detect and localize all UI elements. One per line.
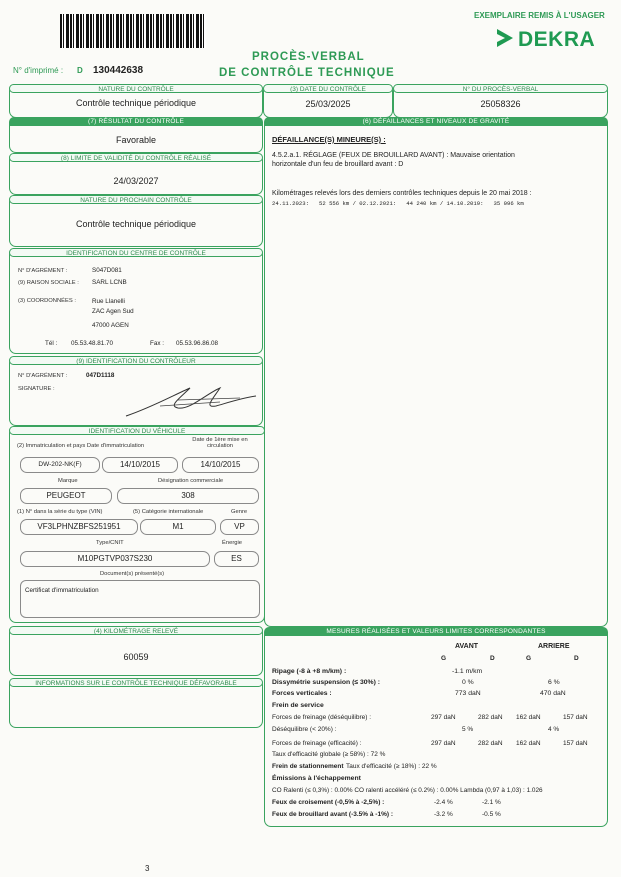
title-line2: DE CONTRÔLE TECHNIQUE [219,67,395,79]
ffd-av-d: 282 daN [478,714,503,721]
centre-raison-value: SARL LCNB [92,279,127,286]
ripage-value: -1.1 m/km [452,668,483,675]
forces-vert-av: 773 daN [455,690,481,697]
validity-value: 24/03/2027 [113,176,159,186]
pv-value: 25058326 [480,99,521,109]
brouillard-d: -0.5 % [482,811,501,818]
docs-label: Document(s) présenté(s) [100,571,165,577]
ripage-label: Ripage (-8 à +8 m/km) : [272,668,347,675]
km-history-intro: Kilométrages relevés lors des derniers contrôles techniques depuis le 20 mai 2018 : [272,190,532,197]
taux-efficacite: Taux d'efficacité globale (≥ 58%) : 72 % [272,751,386,758]
barcode [60,14,206,48]
centre-tel-label: Tél : [45,340,58,347]
immat-label: (2) Immatriculation et pays Date d'immatriculation [17,443,145,449]
centre-addr3: 47000 AGEN [92,322,129,329]
vehicle-label: IDENTIFICATION DU VÉHICULE [9,426,265,435]
centre-agrement-label: N° D'AGRÉMENT : [18,268,68,274]
genre-label: Genre [231,509,248,515]
defaults-label: (6) DÉFAILLANCES ET NIVEAUX DE GRAVITÉ [264,117,608,126]
stationnement-label: Frein de stationnement [272,763,344,770]
croisement-label: Feux de croisement (-0,5% à -2,5%) : [272,799,385,806]
immat-date: 14/10/2015 [102,457,178,473]
date-value: 25/03/2025 [305,99,351,109]
ffd-ar-d: 157 daN [563,714,588,721]
cat-label: (5) Catégorie internationale [133,509,204,515]
docs-box [20,580,260,618]
controleur-signature-label: SIGNATURE : [18,386,55,392]
stationnement-value: Taux d'efficacité (≥ 18%) : 22 % [346,763,437,770]
ffe-ar-g: 162 daN [516,740,541,747]
nature-value: Contrôle technique périodique [75,98,197,108]
minor-title: DÉFAILLANCE(S) MINEURE(S) : [272,135,386,144]
docs-value: Certificat d'immatriculation [25,587,99,594]
avant-d: D [490,655,495,662]
arriere-heading: ARRIERE [538,643,570,650]
minor-line2: horizontale d'un feu de brouillard avant : D [272,161,404,168]
brouillard-g: -3.2 % [434,811,453,818]
cat-value: M1 [140,519,216,535]
centre-addr2: ZAC Agen Sud [92,308,134,315]
centre-raison-label: (9) RAISON SOCIALE : [18,280,79,286]
mesures-label: MESURES RÉALISÉES ET VALEURS LIMITES CORRESPONDANTES [264,627,608,636]
type-label: Type/CNIT [96,540,124,546]
dekra-logo-icon [495,27,515,49]
dissym-av: 0 % [462,679,474,686]
designation-label: Désignation commerciale [158,478,224,484]
ffe-ar-d: 157 daN [563,740,588,747]
controleur-label: (9) IDENTIFICATION DU CONTRÔLEUR [9,356,263,365]
pv-label: N° DU PROCÈS-VERBAL [393,84,608,93]
centre-coord-label: (3) COORDONNÉES : [18,298,76,304]
first-circ-label: Date de 1ère mise en circulation [192,437,248,449]
vin-value: VF3LPHNZBFS251951 [20,519,138,535]
km-history: 24.11.2023: 52 556 km / 02.12.2021: 44 240 km / 14.10.2019: 35 096 km [272,200,524,207]
marque-value: PEUGEOT [20,488,112,504]
avant-heading: AVANT [455,643,479,650]
next-label: NATURE DU PROCHAIN CONTRÔLE [9,195,263,204]
avant-g: G [441,655,447,662]
immat-value: DW-202-NK(F) [20,457,100,473]
dissym-label: Dissymétrie suspension (≤ 30%) : [272,679,380,686]
title-line1: PROCÈS-VERBAL [252,51,365,63]
deseq-av: 5 % [462,726,474,733]
km-value: 60059 [123,652,149,662]
croisement-d: -2.1 % [482,799,501,806]
centre-addr1: Rue Llanelli [92,298,125,305]
desequilibre-label: Déséquilibre (< 20%) : [272,726,337,733]
print-number-label: N° d'imprimé : [13,66,64,75]
ffe-av-d: 282 daN [478,740,503,747]
signature-image [120,378,260,420]
arriere-g: G [526,655,532,662]
centre-label: IDENTIFICATION DU CENTRE DE CONTRÔLE [9,248,263,257]
info-label: INFORMATIONS SUR LE CONTRÔLE TECHNIQUE DÉFAVORABLE [9,678,263,687]
deseq-ar: 4 % [548,726,560,733]
marque-label: Marque [58,478,78,484]
designation-value: 308 [117,488,259,504]
ffd-label: Forces de freinage (déséquilibre) : [272,714,371,721]
controleur-agrement-label: N° D'AGRÉMENT : [18,373,68,379]
type-value: M10PGTVP037S230 [20,551,210,567]
centre-tel-value: 05.53.48.81.70 [71,340,114,347]
centre-fax-value: 05.53.96.86.08 [176,340,219,347]
vin-label: (1) N° dans la série du type (VIN) [17,509,103,515]
nature-label: NATURE DU CONTRÔLE [9,84,263,93]
co-line: CO Ralenti (≤ 0,3%) : 0.00% CO ralenti accéléré (≤ 0.2%) : 0.00% Lambda (0,97 à 1,03) : 1.026 [272,787,543,794]
energie-label: Énergie [222,540,242,546]
print-number-letter: D [77,66,83,75]
ffd-ar-g: 162 daN [516,714,541,721]
date-label: (3) DATE DU CONTRÔLE [263,84,393,93]
page-mark: 3 [145,864,150,873]
copy-label: EXEMPLAIRE REMIS À L'USAGER [474,11,605,20]
result-value: Favorable [115,135,157,145]
controleur-agrement-value: 047D1118 [86,372,115,379]
km-label: (4) KILOMÉTRAGE RELEVÉ [9,626,263,635]
first-circ-value: 14/10/2015 [182,457,259,473]
print-number: 130442638 [93,65,144,76]
energie-value: ES [214,551,259,567]
result-label: (7) RÉSULTAT DU CONTRÔLE [9,117,263,126]
frein-service-label: Frein de service [272,702,324,709]
croisement-g: -2.4 % [434,799,453,806]
arriere-d: D [574,655,579,662]
minor-line1: 4.5.2.a.1. RÉGLAGE (FEUX DE BROUILLARD AVANT) : Mauvaise orientation [272,152,515,159]
ffe-label: Forces de freinage (efficacité) : [272,740,362,747]
forces-vert-ar: 470 daN [540,690,566,697]
brand-name: DEKRA [518,28,596,51]
centre-agrement-value: S047D081 [92,267,122,274]
genre-value: VP [220,519,259,535]
next-value: Contrôle technique périodique [75,219,197,229]
dissym-ar: 6 % [548,679,560,686]
brouillard-label: Feux de brouillard avant (-3.5% à -1%) : [272,811,393,818]
ffe-av-g: 297 daN [431,740,456,747]
centre-fax-label: Fax : [150,340,164,347]
emissions-label: Émissions à l'échappement [272,775,361,782]
forces-vert-label: Forces verticales : [272,690,332,697]
validity-label: (8) LIMITE DE VALIDITÉ DU CONTRÔLE RÉALISÉ [9,153,263,162]
ffd-av-g: 297 daN [431,714,456,721]
